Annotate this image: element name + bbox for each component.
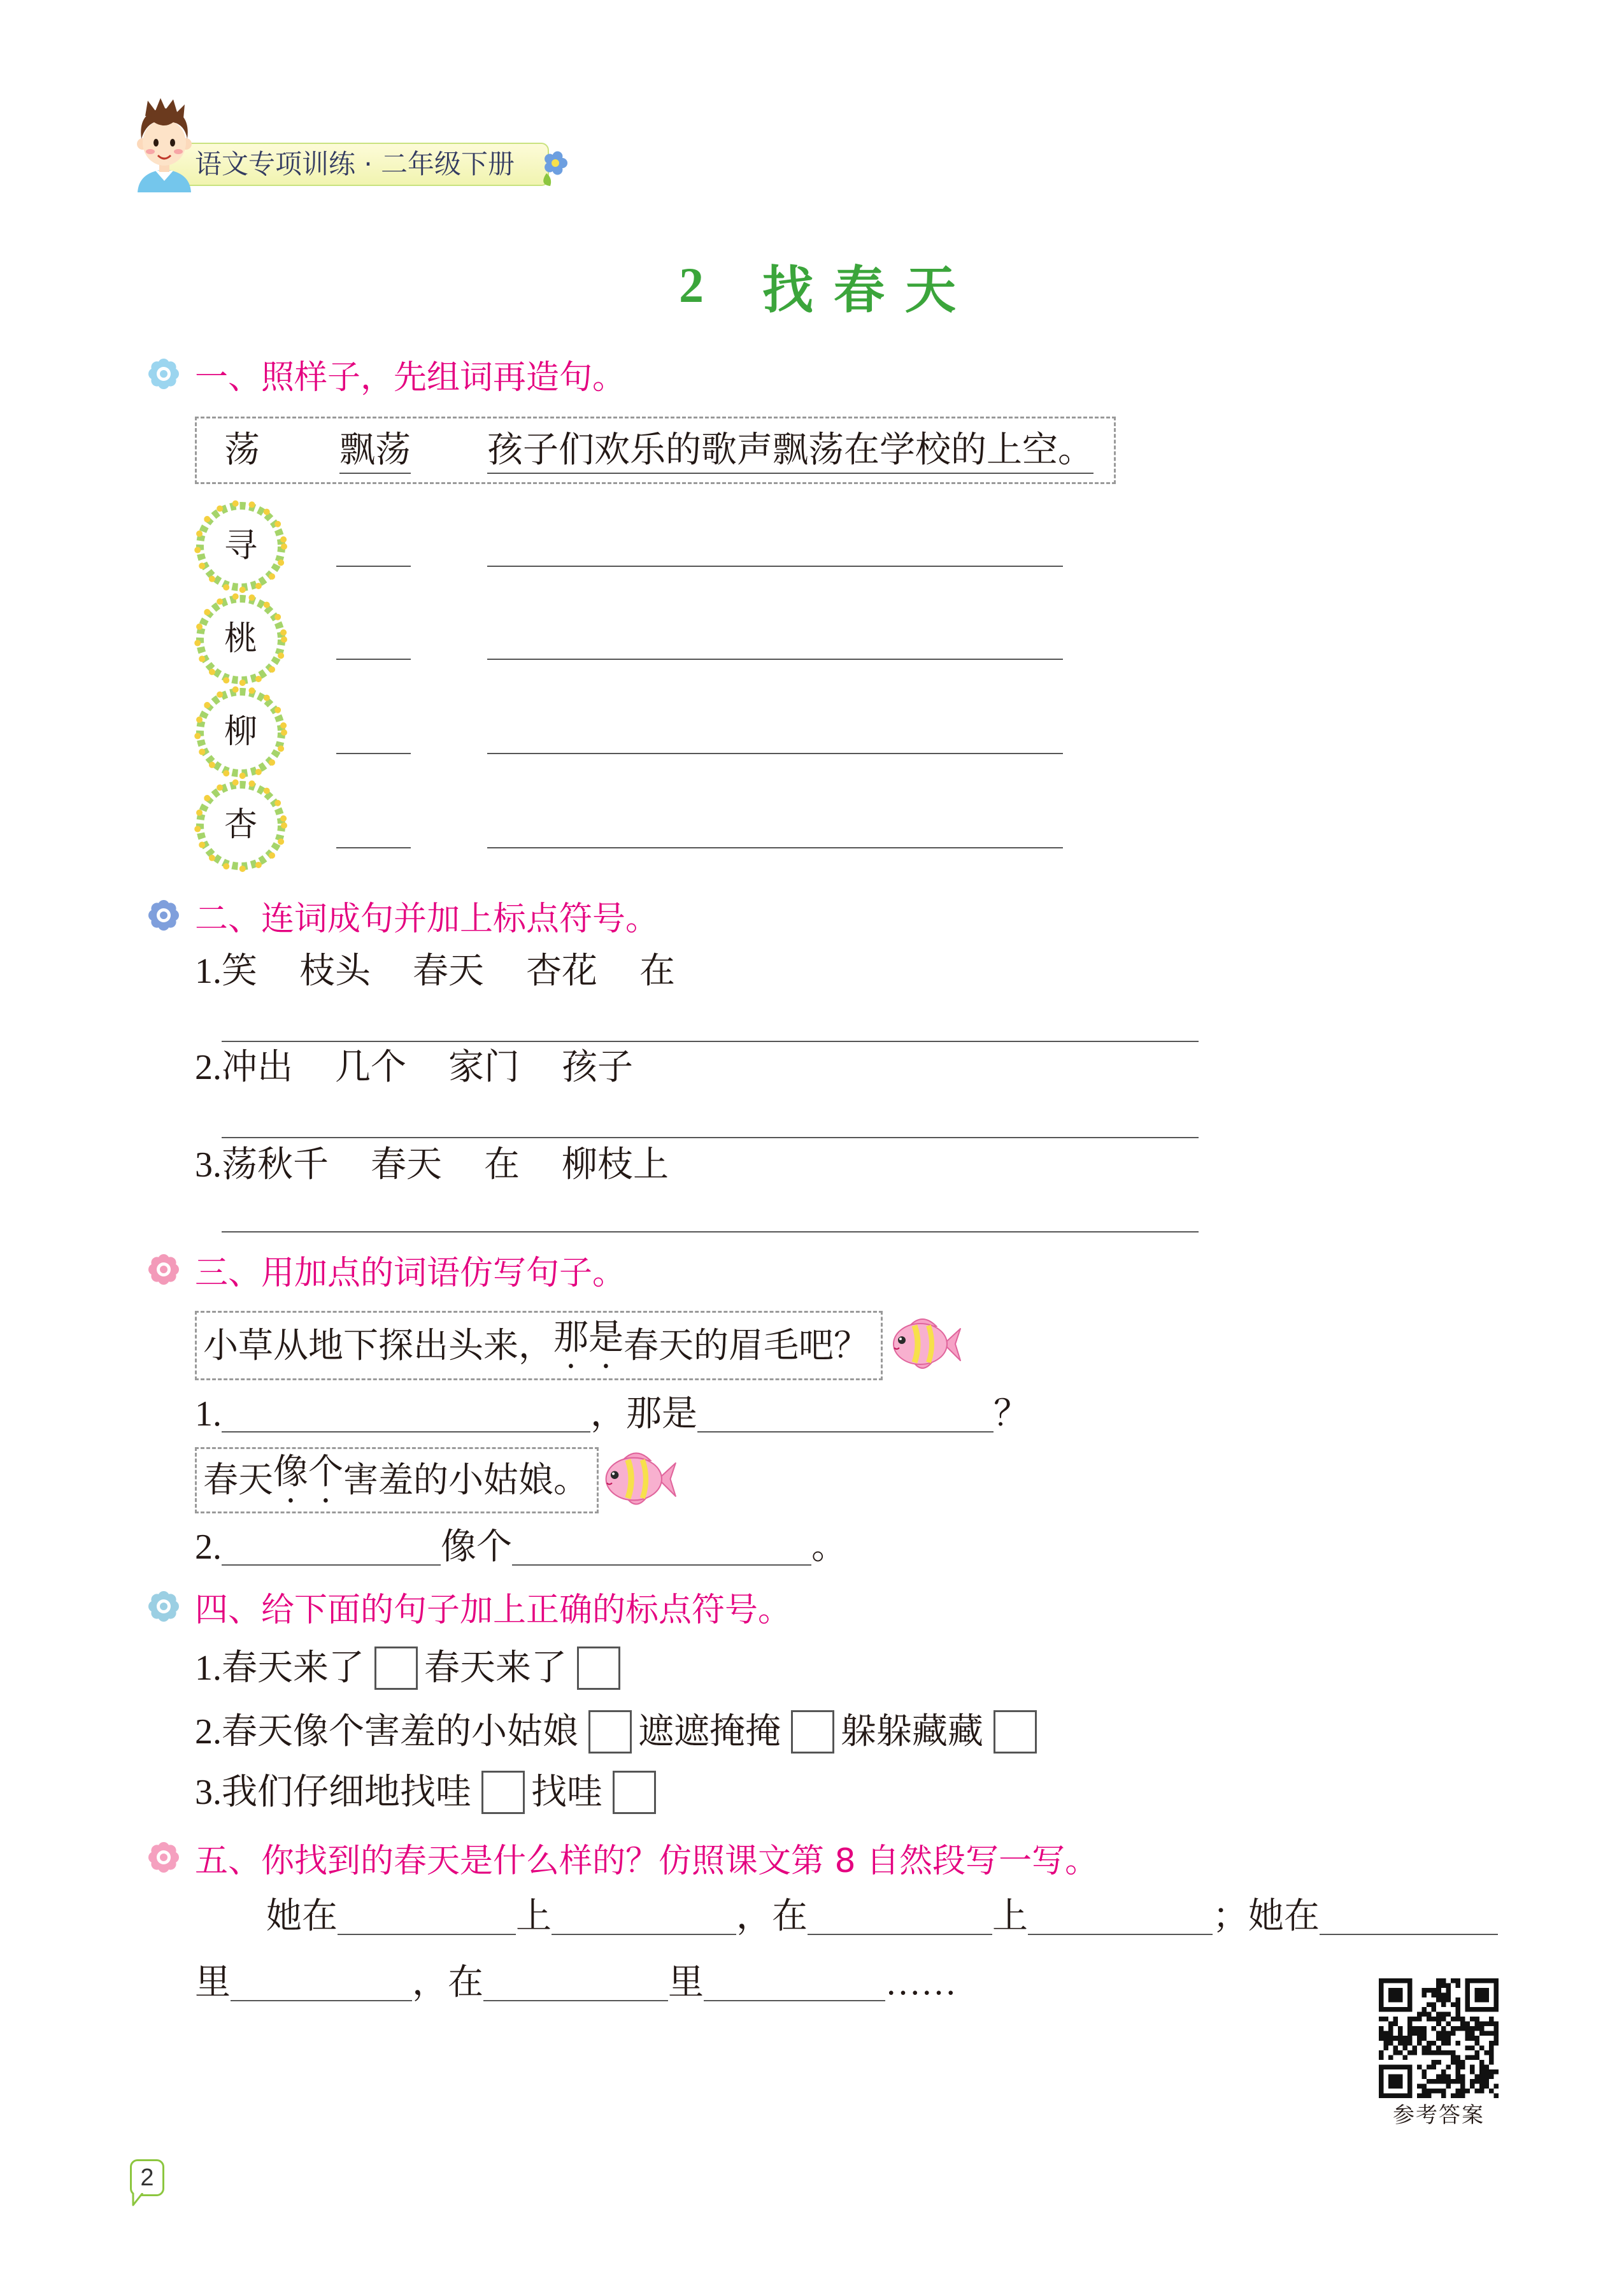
wreath-char: 桃 xyxy=(224,621,257,657)
word: 春天 xyxy=(371,1145,442,1185)
section-4-heading-text: 四、给下面的句子加上正确的标点符号。 xyxy=(195,1590,792,1629)
line-text: 。 xyxy=(811,1527,847,1567)
line-text: 上 xyxy=(992,1897,1028,1936)
word: 冲出 xyxy=(222,1048,293,1087)
item-number: 2. xyxy=(195,1527,222,1567)
line-text: 她在 xyxy=(266,1897,338,1936)
example-text: 春天 xyxy=(203,1461,274,1499)
example-char: 荡 xyxy=(224,431,260,470)
fill-blank[interactable] xyxy=(222,1529,441,1566)
word: 春天 xyxy=(413,952,484,991)
imitation-line-2 xyxy=(195,1525,847,1569)
sentence-part: 2.春天像个害羞的小姑娘 xyxy=(195,1712,578,1752)
flower-bullet-icon xyxy=(148,358,180,390)
word: 家门 xyxy=(448,1048,520,1087)
wreath-char-2 xyxy=(193,592,288,687)
fill-blank[interactable] xyxy=(483,1964,668,2001)
word-order-item-2 xyxy=(195,1045,633,1090)
word: 荡秋千 xyxy=(222,1145,329,1185)
flower-icon xyxy=(539,148,571,187)
punctuation-box[interactable] xyxy=(577,1647,620,1690)
section-3-heading xyxy=(148,1249,625,1290)
lesson-title xyxy=(679,255,976,319)
section-1-heading-text: 一、照样子，先组词再造句。 xyxy=(195,358,626,397)
boy-avatar-icon xyxy=(126,97,203,192)
fill-blank[interactable] xyxy=(808,1898,992,1935)
sentence-part: 3.我们仔细地找哇 xyxy=(195,1773,471,1812)
word: 柳枝上 xyxy=(562,1145,669,1185)
punctuation-item-3 xyxy=(195,1770,662,1815)
fill-blank[interactable] xyxy=(338,1898,516,1935)
example-text: 小草从地下探出头来， xyxy=(203,1325,554,1365)
answer-line[interactable] xyxy=(222,1231,1199,1232)
line-text: 上 xyxy=(516,1897,552,1936)
dotted-phrase: 像个 xyxy=(273,1452,344,1491)
flower-bullet-icon xyxy=(148,899,180,931)
line-text: ，在 xyxy=(412,1963,483,2003)
writing-line-2 xyxy=(195,1961,957,2005)
section-1-heading xyxy=(148,354,626,397)
section-2-heading xyxy=(148,895,659,936)
fill-blank[interactable] xyxy=(1028,1898,1213,1935)
punctuation-box[interactable] xyxy=(481,1771,525,1814)
word-order-item-3 xyxy=(195,1143,669,1187)
punctuation-box[interactable] xyxy=(613,1771,656,1814)
example-sentence-box-1 xyxy=(195,1311,883,1380)
answer-line[interactable] xyxy=(222,1137,1199,1138)
sentence-blank[interactable] xyxy=(487,566,1063,567)
word-blank[interactable] xyxy=(336,753,411,754)
fill-blank[interactable] xyxy=(552,1898,736,1935)
fill-blank[interactable] xyxy=(222,1396,590,1432)
fish-icon xyxy=(885,1312,962,1376)
line-text: ，那是 xyxy=(590,1394,697,1434)
fill-blank[interactable] xyxy=(697,1396,994,1432)
line-text: ？ xyxy=(994,1394,1029,1434)
example-sentence-box-2 xyxy=(195,1447,599,1513)
line-text: …… xyxy=(885,1963,957,2003)
sentence-blank[interactable] xyxy=(487,753,1063,754)
word: 几个 xyxy=(335,1048,406,1087)
line-text: ；她在 xyxy=(1213,1897,1320,1936)
punctuation-item-2 xyxy=(195,1710,1043,1754)
item-number: 2. xyxy=(195,1048,222,1087)
example-box xyxy=(195,417,1116,484)
word: 笑 xyxy=(222,952,257,991)
sentence-part: 找哇 xyxy=(531,1773,602,1812)
sentence-blank[interactable] xyxy=(487,659,1063,660)
flower-bullet-icon xyxy=(148,1254,180,1285)
section-3-heading-text: 三、用加点的词语仿写句子。 xyxy=(195,1254,626,1292)
word: 枝头 xyxy=(299,952,371,991)
writing-line-1 xyxy=(266,1894,1498,1939)
page-number-badge xyxy=(130,2159,164,2196)
page-number: 2 xyxy=(140,2164,154,2191)
example-text: 害羞的小姑娘。 xyxy=(343,1461,589,1499)
line-text: 里 xyxy=(195,1963,231,2003)
fill-blank[interactable] xyxy=(704,1964,885,2001)
word: 在 xyxy=(484,1145,520,1185)
lesson-title-text: 找春天 xyxy=(762,262,976,319)
sentence-part: 春天来了 xyxy=(424,1648,567,1688)
punctuation-item-1 xyxy=(195,1646,627,1690)
imitation-line-1 xyxy=(195,1392,1029,1436)
word-blank[interactable] xyxy=(336,659,411,660)
fill-blank[interactable] xyxy=(1320,1898,1498,1935)
speech-tail-icon xyxy=(132,2193,146,2207)
sentence-part: 躲躲藏藏 xyxy=(841,1712,983,1752)
sentence-part: 1.春天来了 xyxy=(195,1648,364,1688)
fish-icon xyxy=(597,1446,677,1512)
section-4-heading xyxy=(148,1586,791,1627)
qr-label: 参考答案 xyxy=(1393,2104,1485,2127)
punctuation-box[interactable] xyxy=(588,1710,632,1754)
word-blank[interactable] xyxy=(336,566,411,567)
wreath-char: 杏 xyxy=(224,807,257,843)
section-2-heading-text: 二、连词成句并加上标点符号。 xyxy=(195,899,659,938)
section-5-heading xyxy=(148,1837,1098,1878)
flower-bullet-icon xyxy=(148,1841,180,1873)
item-number: 1. xyxy=(195,1394,222,1434)
wreath-char: 柳 xyxy=(224,714,257,750)
example-word: 飘荡 xyxy=(339,428,411,474)
dotted-phrase: 那是 xyxy=(553,1317,624,1357)
item-number: 3. xyxy=(195,1145,222,1185)
word: 在 xyxy=(639,952,675,991)
header-banner-text: 语文专项训练 · 二年级下册 xyxy=(195,148,515,180)
wreath-char-1 xyxy=(193,499,288,594)
line-text: ，在 xyxy=(736,1897,808,1936)
example-text: 春天的眉毛吧？ xyxy=(623,1325,869,1365)
punctuation-box[interactable] xyxy=(994,1710,1037,1754)
example-sentence: 孩子们欢乐的歌声飘荡在学校的上空。 xyxy=(487,428,1093,474)
wreath-char: 寻 xyxy=(224,528,257,564)
sentence-blank[interactable] xyxy=(487,847,1063,848)
line-text: 像个 xyxy=(441,1527,512,1567)
wreath-char-3 xyxy=(193,685,288,780)
word-order-item-1 xyxy=(195,949,675,994)
word-blank[interactable] xyxy=(336,847,411,848)
qr-code xyxy=(1379,1978,1499,2098)
word: 杏花 xyxy=(526,952,597,991)
item-number: 1. xyxy=(195,952,222,991)
line-text: 里 xyxy=(668,1963,704,2003)
punctuation-box[interactable] xyxy=(374,1647,418,1690)
section-5-heading-text: 五、你找到的春天是什么样的？仿照课文第 8 自然段写一写。 xyxy=(195,1841,1099,1880)
wreath-char-4 xyxy=(193,778,288,873)
fill-blank[interactable] xyxy=(231,1964,412,2001)
sentence-part: 遮遮掩掩 xyxy=(638,1712,781,1752)
word: 孩子 xyxy=(562,1048,633,1087)
fill-blank[interactable] xyxy=(512,1529,811,1566)
punctuation-box[interactable] xyxy=(791,1710,834,1754)
answer-line[interactable] xyxy=(222,1041,1199,1042)
lesson-number: 2 xyxy=(679,257,704,313)
flower-bullet-icon xyxy=(148,1590,180,1622)
qr-modules xyxy=(1379,1978,1499,2098)
